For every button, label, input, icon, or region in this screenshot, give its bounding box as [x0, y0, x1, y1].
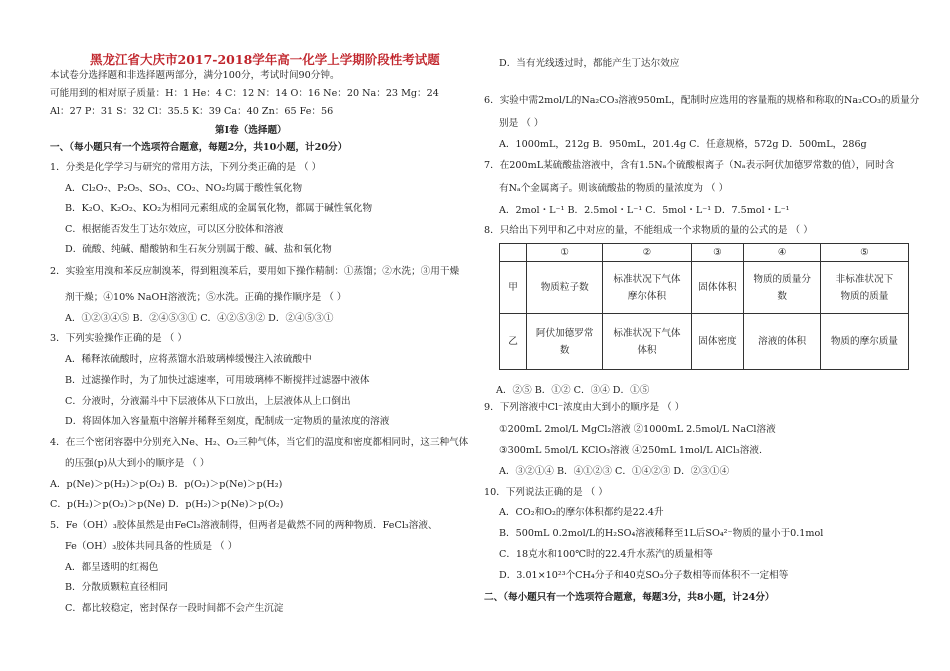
question-stem: 10．下列说法正确的是 （ ） — [484, 487, 608, 498]
table-cell — [744, 262, 820, 314]
table-cell: 乙 — [500, 314, 527, 370]
option-row: A．①②③④⑤ B．②④⑤③① C．④②⑤③② D．②④⑤③① — [65, 313, 334, 324]
option: A．稀释浓硫酸时，应将蒸馏水沿玻璃棒缓慢注入浓硫酸中 — [65, 354, 312, 365]
table-cell: ③ — [691, 244, 744, 262]
cell-line: 数 — [559, 344, 570, 356]
option: D．3.01×10²³个CH₄分子和40克SO₃分子数相等而体积不一定相等 — [499, 570, 789, 581]
cell-line: 物质的质量 — [840, 290, 889, 302]
question-stem: 有Nₐ个金属离子。则该硫酸盐的物质的量浓度为 （ ） — [499, 183, 729, 194]
table-cell — [527, 314, 603, 370]
cell-line: 阿伏加德罗常 — [535, 327, 594, 339]
section-heading: 一、（每小题只有一个选项符合题意，每题2分，共10小题，计20分） — [50, 142, 348, 153]
cell-line: 物质的质量分 — [753, 273, 811, 285]
option: A．CO₂和O₂的摩尔体积都约是22.4升 — [499, 507, 664, 518]
option-row: C．p(H₂)＞p(O₂)＞p(Ne) D．p(H₂)＞p(Ne)＞p(O₂) — [50, 499, 284, 510]
table-row — [500, 262, 909, 314]
question-stem: 5．Fe（OH）₃胶体虽然是由FeCl₃溶液制得，但两者是截然不同的两种物质．FeCl₃溶液、 — [50, 520, 438, 531]
question-stem: 剂干燥；④10% NaOH溶液洗；⑤水洗。正确的操作顺序是 （ ） — [65, 292, 347, 303]
table-cell: ⑤ — [820, 244, 908, 262]
cell-line: 标准状况下气体 — [613, 273, 681, 285]
table-cell: 固体体积 — [691, 262, 744, 314]
solution-line: ①200mL 2mol/L MgCl₂溶液 ②1000mL 2.5mol/L NaCl溶液 — [499, 424, 776, 435]
table-cell — [603, 262, 691, 314]
quantity-table — [499, 243, 909, 370]
option: C．分液时，分液漏斗中下层液体从下口放出，上层液体从上口倒出 — [65, 396, 351, 407]
part-heading: 第Ⅰ卷（选择题） — [215, 125, 287, 136]
table-cell: ① — [527, 244, 603, 262]
table-cell: ④ — [744, 244, 820, 262]
table-header-row — [500, 244, 909, 262]
option: A．Cl₂O₇、P₂O₅、SO₃、CO₂、NO₂均属于酸性氧化物 — [65, 183, 303, 194]
table-cell — [603, 314, 691, 370]
option: B．分散质颗粒直径相同 — [65, 582, 168, 593]
question-stem: 2．实验室用溴和苯反应制溴苯，得到粗溴苯后，要用如下操作精制：①蒸馏；②水洗；③用干燥 — [50, 266, 460, 277]
table-cell — [500, 244, 527, 262]
table-cell: 固体密度 — [691, 314, 744, 370]
question-stem: 1．分类是化学学习与研究的常用方法，下列分类正确的是 （ ） — [50, 162, 322, 173]
table-cell: 溶液的体积 — [744, 314, 820, 370]
table-cell: 物质粒子数 — [527, 262, 603, 314]
cell-line: 体积 — [637, 344, 657, 356]
table-cell: ② — [603, 244, 691, 262]
atomic-mass-line: Al：27 P：31 S：32 Cl：35.5 K：39 Ca：40 Zn：65 Fe：56 — [50, 106, 334, 117]
question-stem: Fe（OH）₃胶体共同具备的性质是 （ ） — [65, 541, 238, 552]
option-row: A．p(Ne)＞p(H₂)＞p(O₂) B．p(O₂)＞p(Ne)＞p(H₂) — [50, 479, 283, 490]
option: C．18克水和100℃时的22.4升水蒸汽的质量相等 — [499, 549, 713, 560]
option-row: A．1000mL，212g B．950mL，201.4g C．任意规格，572g D．500mL，286g — [499, 139, 867, 150]
option: D．当有光线透过时，都能产生丁达尔效应 — [499, 58, 680, 69]
option: B．500mL 0.2mol/L的H₂SO₄溶液稀释至1L后SO₄²⁻物质的量小于0.1mol — [499, 528, 824, 539]
option: A．都呈透明的红褐色 — [65, 562, 159, 573]
option: B．过滤操作时，为了加快过滤速率，可用玻璃棒不断搅拌过滤器中液体 — [65, 375, 370, 386]
question-stem: 别是 （ ） — [499, 118, 544, 129]
table-row — [500, 314, 909, 370]
table-cell — [820, 262, 908, 314]
question-stem: 的压强(p)从大到小的顺序是 （ ） — [65, 458, 210, 469]
cell-line: 标准状况下气体 — [613, 327, 681, 339]
question-stem: 7．在200mL某硫酸盐溶液中，含有1.5Nₐ个硫酸根离子（Nₐ表示阿伏加德罗常数的值），同时含 — [484, 160, 895, 171]
option-row: A．2mol・L⁻¹ B．2.5mol・L⁻¹ C．5mol・L⁻¹ D．7.5mol・L⁻¹ — [499, 205, 790, 216]
question-stem: 6．实验中需2mol/L的Na₂CO₃溶液950mL，配制时应选用的容量瓶的规格和称取的Na₂CO₃的质量分 — [484, 95, 920, 106]
option-row: A．③②①④ B．④①②③ C．①④②③ D．②③①④ — [499, 466, 730, 477]
question-stem: 8．只给出下列甲和乙中对应的量，不能组成一个求物质的量的公式的是 （ ） — [484, 225, 813, 236]
option: D．将固体加入容量瓶中溶解并稀释至刻度，配制成一定物质的量浓度的溶液 — [65, 416, 390, 427]
option: B．K₂O、K₂O₂、KO₂为相同元素组成的金属氧化物，都属于碱性氧化物 — [65, 203, 373, 214]
cell-line: 非标准状况下 — [835, 273, 894, 285]
page-title: 黑龙江省大庆市2017-2018学年高一化学上学期阶段性考试题 — [90, 52, 440, 67]
table-cell: 物质的摩尔质量 — [820, 314, 908, 370]
solution-line: ③300mL 5mol/L KClO₃溶液 ④250mL 1mol/L AlCl₃溶液. — [499, 445, 763, 456]
question-stem: 4．在三个密闭容器中分别充入Ne、H₂、O₂三种气体，当它们的温度和密度都相同时，这三种气体 — [50, 437, 469, 448]
option: D．硫酸、纯碱、醋酸钠和生石灰分别属于酸、碱、盐和氧化物 — [65, 244, 332, 255]
option-row: A．②⑤ B．①② C．③④ D．①⑤ — [496, 385, 650, 396]
question-stem: 9．下列溶液中Cl⁻浓度由大到小的顺序是 （ ） — [484, 402, 685, 413]
table-cell: 甲 — [500, 262, 527, 314]
atomic-mass-line: 可能用到的相对原子质量：H：1 He：4 C：12 N：14 O：16 Ne：20 Na：23 Mg：24 — [50, 88, 439, 99]
option: C．都比较稳定，密封保存一段时间都不会产生沉淀 — [65, 603, 284, 614]
intro-line: 本试卷分选择题和非选择题两部分，满分100分，考试时间90分钟。 — [50, 70, 340, 81]
cell-line: 摩尔体积 — [627, 290, 667, 302]
question-stem: 3．下列实验操作正确的是 （ ） — [50, 333, 187, 344]
cell-line: 数 — [777, 290, 787, 302]
section-heading: 二、（每小题只有一个选项符合题意，每题3分，共8小题，计24分） — [484, 592, 775, 603]
option: C．根据能否发生丁达尔效应，可以区分胶体和溶液 — [65, 224, 284, 235]
